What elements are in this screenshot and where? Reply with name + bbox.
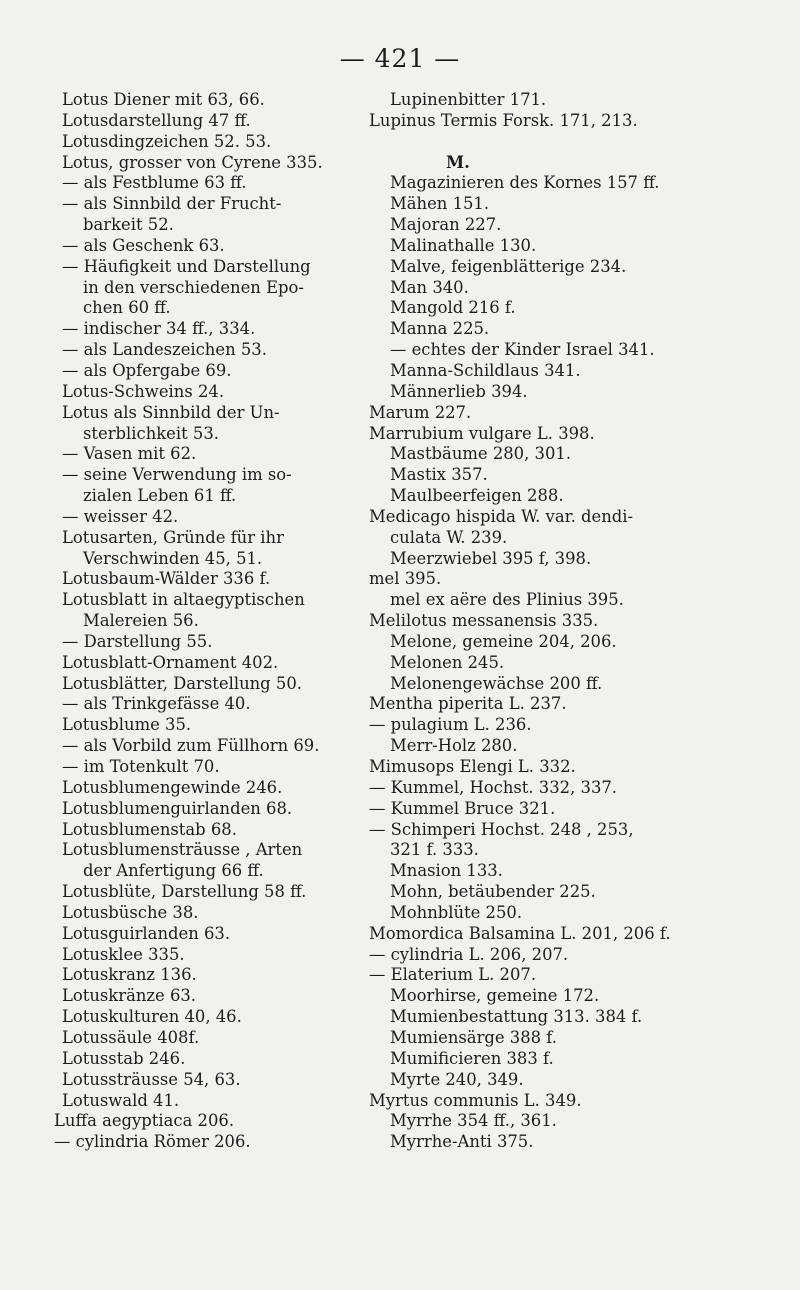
index-entry: — seine Verwendung im so- xyxy=(62,465,292,485)
index-entry-continuation: Manna 225. xyxy=(390,319,490,339)
index-entry: Lotuswald 41. xyxy=(62,1090,180,1110)
index-entry-continuation: Melone, gemeine 204, 206. xyxy=(390,631,617,651)
index-entry: — pulagium L. 236. xyxy=(369,715,532,735)
index-entry: — Vasen mit 62. xyxy=(62,444,197,464)
index-entry xyxy=(369,132,671,153)
index-entry-continuation: Mangold 216 f. xyxy=(390,298,516,318)
index-entry-continuation: Männerlieb 394. xyxy=(390,381,528,401)
index-entry: Lotussträusse 54, 63. xyxy=(62,1069,241,1089)
index-entry: — als Opfergabe 69. xyxy=(62,360,232,380)
index-entry-continuation: Verschwinden 45, 51. xyxy=(83,548,263,568)
index-entry: — als Trinkgefässe 40. xyxy=(62,694,251,714)
index-entry: Lotus als Sinnbild der Un- xyxy=(62,402,280,422)
index-entry-continuation: Majoran 227. xyxy=(390,215,502,235)
index-entry-continuation: sterblichkeit 53. xyxy=(83,423,219,443)
index-entry: — als Sinnbild der Frucht- xyxy=(62,194,282,214)
index-entry: — Kummel, Hochst. 332, 337. xyxy=(369,777,618,797)
index-entry: — als Landeszeichen 53. xyxy=(62,340,267,360)
index-entry-continuation: Malereien 56. xyxy=(83,611,199,631)
index-entry-continuation: der Anfertigung 66 ff. xyxy=(83,861,264,881)
index-entry-continuation: Myrrhe-Anti 375. xyxy=(390,1132,534,1152)
index-entry: Lotuskranz 136. xyxy=(62,965,197,985)
index-entry: — Elaterium L. 207. xyxy=(369,965,537,985)
index-entry-continuation: in den verschiedenen Epo- xyxy=(83,277,304,297)
index-entry-continuation: Mumienbestattung 313. 384 f. xyxy=(390,1007,643,1027)
index-entry: — indischer 34 ff., 334. xyxy=(62,319,256,339)
index-entry-continuation: Magazinieren des Kornes 157 ff. xyxy=(390,173,660,193)
index-entry-continuation: Merr-Holz 280. xyxy=(390,736,518,756)
index-entry: — als Vorbild zum Füllhorn 69. xyxy=(62,736,320,756)
index-entry: Lotusblatt in altaegyptischen xyxy=(62,590,305,610)
index-entry: Lotusblumenstab 68. xyxy=(62,819,237,839)
index-entry-continuation: Moorhirse, gemeine 172. xyxy=(390,986,600,1006)
index-entry: — cylindria L. 206, 207. xyxy=(369,944,569,964)
index-entry: Lotuskränze 63. xyxy=(62,986,197,1006)
index-entry: — als Geschenk 63. xyxy=(62,235,225,255)
index-entry: Lotusklee 335. xyxy=(62,944,185,964)
index-entry-continuation: Lupinenbitter 171. xyxy=(390,90,547,109)
index-entry-continuation: Manna-Schildlaus 341. xyxy=(390,360,581,380)
index-entry-continuation: Melonen 245. xyxy=(390,652,505,672)
index-entry: Melilotus messanensis 335. xyxy=(369,611,599,631)
index-entry: — Schimperi Hochst. 248 , 253, xyxy=(369,819,634,839)
index-entry: Lotussäule 408f. xyxy=(62,1027,200,1047)
page-number: — 421 — xyxy=(339,44,461,73)
index-entry-continuation: Melonengewächse 200 ff. xyxy=(390,673,603,693)
index-entry: Lotusblätter, Darstellung 50. xyxy=(62,673,302,693)
index-entry: Lotusblatt-Ornament 402. xyxy=(62,652,279,672)
index-entry: — im Totenkult 70. xyxy=(62,757,220,776)
index-entry-continuation: chen 60 ff. xyxy=(83,298,171,318)
index-entry: Lotusarten, Gründe für ihr xyxy=(62,527,284,547)
index-entry: — Häufigkeit und Darstellung xyxy=(62,256,311,276)
index-entry-continuation: Meerzwiebel 395 f, 398. xyxy=(390,548,592,568)
index-entry: Lotusstab 246. xyxy=(62,1048,186,1068)
index-entry: — als Festblume 63 ff. xyxy=(62,173,247,193)
index-entry: Lotus, grosser von Cyrene 335. xyxy=(62,152,323,172)
index-entry: Lotusbüsche 38. xyxy=(62,902,199,922)
index-entry: Lotuskulturen 40, 46. xyxy=(62,1007,242,1027)
index-entry-continuation: Mohn, betäubender 225. xyxy=(390,882,596,902)
index-entry: Lupinus Termis Forsk. 171, 213. xyxy=(369,110,638,130)
index-entry: — Darstellung 55. xyxy=(62,631,213,651)
index-entry: Lotusdingzeichen 52. 53. xyxy=(62,131,272,151)
index-entry-continuation: mel ex aëre des Plinius 395. xyxy=(390,590,624,610)
index-entry: — cylindria Römer 206. xyxy=(54,1132,251,1152)
index-entry: Lotus-Schweins 24. xyxy=(62,381,225,401)
index-entry-continuation: Mohnblüte 250. xyxy=(390,902,523,922)
index-entry-continuation: Mumificieren 383 f. xyxy=(390,1048,554,1068)
index-entry: Marum 227. xyxy=(369,402,472,422)
index-entry-continuation: — echtes der Kinder Israel 341. xyxy=(390,340,655,360)
index-entry: Lotusblumensträusse , Arten xyxy=(62,840,303,860)
index-entry: mel 395. xyxy=(369,569,442,589)
index-entry: Momordica Balsamina L. 201, 206 f. xyxy=(369,923,671,943)
index-entry: Lotusblumenguirlanden 68. xyxy=(62,798,293,818)
index-entry-continuation: Myrrhe 354 ff., 361. xyxy=(390,1111,557,1131)
index-entry-continuation: Mumiensärge 388 f. xyxy=(390,1027,557,1047)
index-entry-continuation: Malve, feigenblätterige 234. xyxy=(390,256,627,276)
index-entry: Myrtus communis L. 349. xyxy=(369,1090,582,1110)
section-heading: M. xyxy=(446,152,470,172)
index-entry: Lotusbaum-Wälder 336 f. xyxy=(62,569,271,589)
index-entry-continuation: culata W. 239. xyxy=(390,527,508,547)
index-entry: — weisser 42. xyxy=(62,506,179,526)
index-entry-continuation: Maulbeerfeigen 288. xyxy=(390,486,564,506)
index-entry: Mimusops Elengi L. 332. xyxy=(369,757,576,776)
index-column-left xyxy=(54,90,323,1153)
index-entry: Luffa aegyptiaca 206. xyxy=(54,1111,235,1131)
index-entry-continuation: Myrte 240, 349. xyxy=(390,1069,524,1089)
index-entry: Mentha piperita L. 237. xyxy=(369,694,567,714)
index-entry-continuation: Malinathalle 130. xyxy=(390,235,537,255)
index-entry: Lotusblumengewinde 246. xyxy=(62,777,283,797)
index-entry: Lotusguirlanden 63. xyxy=(62,923,231,943)
index-entry: Lotusdarstellung 47 ff. xyxy=(62,110,251,130)
index-entry: Lotus Diener mit 63, 66. xyxy=(62,90,265,109)
index-entry-continuation: zialen Leben 61 ff. xyxy=(83,486,237,506)
index-entry-continuation: 321 f. 333. xyxy=(390,840,479,860)
index-entry: Lotusblüte, Darstellung 58 ff. xyxy=(62,882,307,902)
index-entry: Lotusblume 35. xyxy=(62,715,192,735)
index-entry-continuation: Mastix 357. xyxy=(390,465,488,485)
index-entry-continuation: Man 340. xyxy=(390,277,469,297)
index-column-right xyxy=(369,90,671,1153)
index-entry: Medicago hispida W. var. dendi- xyxy=(369,506,634,526)
index-entry-continuation: Mnasion 133. xyxy=(390,861,503,881)
index-entry-continuation: Mastbäume 280, 301. xyxy=(390,444,572,464)
index-entry: Marrubium vulgare L. 398. xyxy=(369,423,595,443)
index-entry: — Kummel Bruce 321. xyxy=(369,798,556,818)
index-entry-continuation: Mähen 151. xyxy=(390,194,490,214)
index-entry-continuation: barkeit 52. xyxy=(83,215,174,235)
